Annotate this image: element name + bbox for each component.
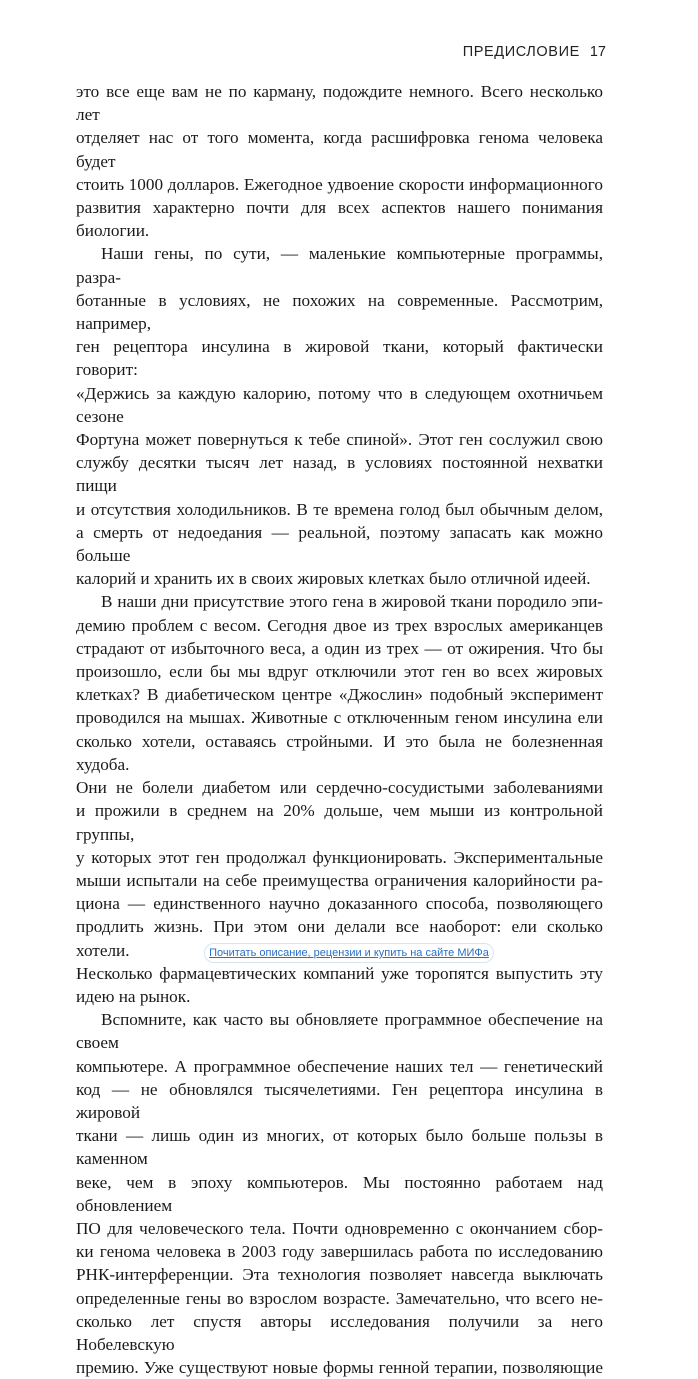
text-line: веке, чем в эпоху компьютеров. Мы постоянно работаем над обновлением [76,1172,603,1215]
text-line: Несколько фармацевтических компаний уже торопятся выпустить эту [76,963,603,983]
text-line: проводился на мышах. Животные с отключенным геном инсулина ели [76,708,603,728]
text-line: Вспомните, как часто вы обновляете программное обеспечение на своем [76,1010,603,1053]
text-line: сколько лет спустя авторы исследования получили за него Нобелевскую [76,1311,603,1354]
text-line: калорий и хранить их в своих жировых клетках было отличной идеей. [76,569,591,589]
text-line: продлить жизнь. При этом они делали все наоборот: ели сколько хотели. [76,917,603,960]
text-line: определенные гены во взрослом возрасте. Замечательно, что всего не- [76,1288,603,1308]
text-line: компьютере. А программное обеспечение наших тел — генетический [76,1056,603,1076]
text-line: ботанные в условиях, не похожих на современные. Рассмотрим, например, [76,290,603,334]
text-line: развития характерно почти для всех аспектов нашего понимания биологии. [76,198,603,241]
text-line: это все еще вам не по карману, подождите немного. Всего несколько лет [76,82,603,125]
text-line: страдают от избыточного веса, а один из трех — от ожирения. Что бы [76,638,603,658]
text-line: код — не обновлялся тысячелетиями. Ген рецептора инсулина в жировой [76,1079,603,1122]
paragraph-2 [76,242,603,590]
text-line: «Держись за каждую калорию, потому что в следующем охотничьем сезоне [76,383,603,426]
paragraph-4 [76,1008,603,1379]
text-line: демию проблем с весом. Сегодня двое из трех взрослых американцев [76,615,603,635]
text-line: у которых этот ген продолжал функционировать. Экспериментальные [76,847,603,867]
text-line: стоить 1000 долларов. Ежегодное удвоение скорости информационного [76,174,603,194]
text-line: ПО для человеческого тела. Почти одновременно с окончанием сбор- [76,1218,603,1238]
text-line: ки генома человека в 2003 году завершилась работа по исследованию [76,1242,603,1262]
text-line: Они не болели диабетом или сердечно-сосудистыми заболеваниями [76,778,603,798]
text-line: и отсутствия холодильников. В те времена голод был обычным делом, [76,499,603,519]
section-title: ПРЕДИСЛОВИЕ [462,44,580,60]
text-line: мыши испытали на себе преимущества ограничения калорийности ра- [76,870,603,890]
text-line: клетках? В диабетическом центре «Джослин» подобный эксперимент [76,685,603,705]
text-line: Наши гены, по сути, — маленькие компьютерные программы, разра- [76,244,603,287]
text-line: циона — единственного научно доказанного способа, позволяющего [76,894,603,914]
text-line: а смерть от недоедания — реальной, поэтому запасать как можно больше [76,522,603,566]
text-line: сколько хотели, оставаясь стройными. И это была не болезненная худоба. [76,731,603,774]
buy-book-link[interactable]: Почитать описание, рецензии и купить на сайте МИФа [204,943,494,963]
text-line: и прожили в среднем на 20% дольше, чем мыши из контрольной группы, [76,801,603,844]
running-header [463,44,606,60]
text-line: идею на рынок. [76,986,191,1006]
text-line: Фортуна может повернуться к тебе спиной». Этот ген сослужил свою [76,430,603,450]
text-line: ген рецептора инсулина в жировой ткани, который фактически говорит: [76,337,603,380]
text-line: премию. Уже существуют новые формы генной терапии, позволяющие [76,1358,603,1378]
page-number: 17 [589,44,606,60]
body-text [76,80,603,1379]
paragraph-1 [76,80,603,242]
text-line: РНК-интерференции. Эта технология позволяет навсегда выключать [76,1265,603,1285]
text-line: В наши дни присутствие этого гена в жировой ткани породило эпи- [101,592,603,612]
text-line: отделяет нас от того момента, когда расшифровка генома человека будет [76,128,603,171]
text-line: произошло, если бы мы вдруг отключили этот ген во всех жировых [76,662,603,682]
text-line: ткани — лишь один из многих, от которых было больше пользы в каменном [76,1126,603,1169]
text-line: службу десятки тысяч лет назад, в условиях постоянной нехватки пищи [76,453,603,496]
